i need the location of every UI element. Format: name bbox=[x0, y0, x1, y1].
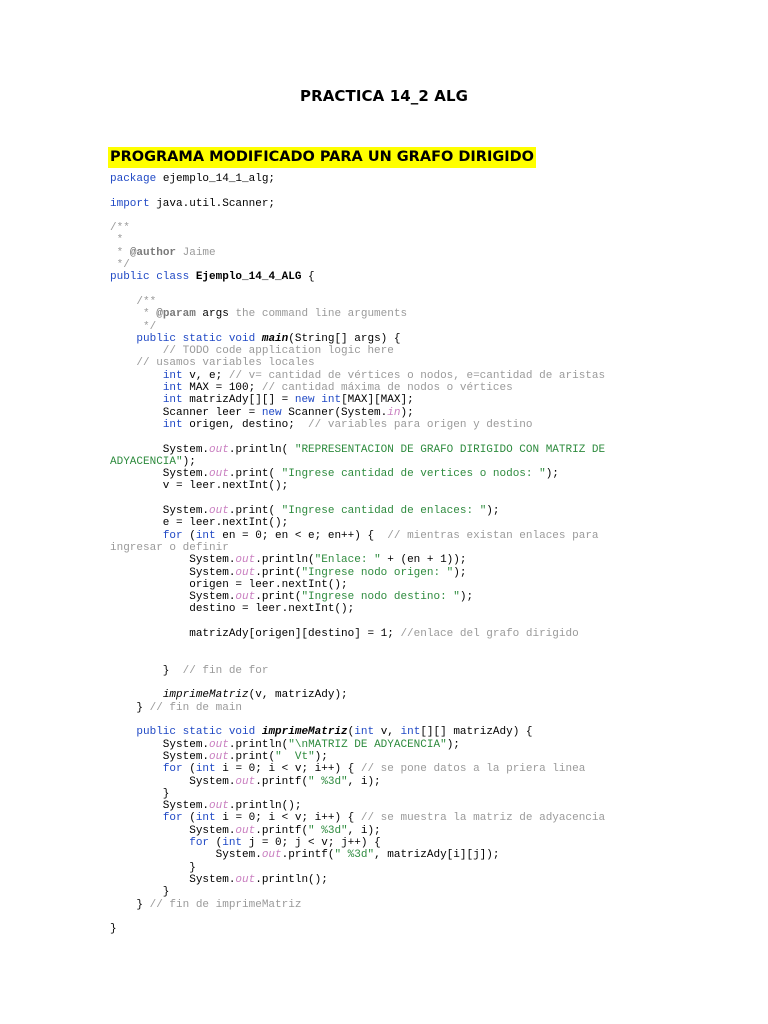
code-token: " Vt" bbox=[275, 750, 315, 763]
code-line bbox=[110, 247, 750, 259]
code-line bbox=[110, 763, 750, 775]
code-token: origen = leer.nextInt(); bbox=[110, 578, 348, 591]
code-token: * bbox=[110, 234, 124, 247]
code-line bbox=[110, 185, 750, 197]
code-line bbox=[110, 357, 750, 369]
code-line bbox=[110, 222, 750, 234]
code-token: int bbox=[162, 394, 183, 407]
code-line bbox=[110, 886, 750, 898]
code-token: .println(); bbox=[255, 873, 328, 886]
code-token: .println( bbox=[255, 554, 315, 567]
code-token: .print( bbox=[255, 566, 302, 579]
code-line bbox=[110, 370, 750, 382]
code-token: int bbox=[162, 418, 183, 431]
code-token: int bbox=[400, 726, 421, 739]
code-token: } bbox=[110, 923, 117, 936]
code-token: .print( bbox=[228, 750, 276, 763]
code-line bbox=[110, 480, 750, 492]
code-token: v = leer.nextInt(); bbox=[110, 480, 289, 493]
code-token: MAX = 100; bbox=[182, 382, 262, 395]
code-line bbox=[110, 825, 750, 837]
code-token: Scanner leer = bbox=[110, 406, 262, 419]
code-line bbox=[110, 394, 750, 406]
code-token: ); bbox=[182, 455, 196, 468]
code-token: } bbox=[110, 787, 170, 800]
code-token: Scanner(System. bbox=[281, 406, 388, 419]
code-token: System. bbox=[110, 443, 210, 456]
code-token: ( bbox=[182, 529, 196, 542]
code-token: /** bbox=[110, 295, 157, 308]
code-token: "Ingrese cantidad de enlaces: " bbox=[281, 505, 487, 518]
code-token bbox=[110, 394, 163, 406]
code-token: // mientras existan enlaces para bbox=[387, 529, 599, 542]
code-token bbox=[189, 271, 196, 283]
code-token: out bbox=[235, 591, 256, 604]
code-line bbox=[110, 173, 750, 185]
code-line bbox=[110, 591, 750, 603]
code-token: System. bbox=[110, 738, 210, 751]
code-token: , i); bbox=[347, 824, 381, 837]
code-token bbox=[110, 370, 163, 382]
code-line bbox=[110, 640, 750, 652]
code-line bbox=[110, 800, 750, 812]
code-token: for bbox=[162, 763, 183, 776]
code-token: ); bbox=[446, 738, 460, 751]
code-token: ( bbox=[347, 726, 355, 739]
code-token: " %3d" bbox=[308, 824, 348, 837]
code-line bbox=[110, 911, 750, 923]
code-token: public class bbox=[110, 271, 190, 284]
code-token: } bbox=[110, 664, 183, 677]
code-line bbox=[110, 628, 750, 640]
code-token: ingresar o definir bbox=[110, 541, 229, 554]
code-token bbox=[110, 333, 136, 345]
code-token: out bbox=[235, 873, 256, 886]
code-token: System. bbox=[110, 873, 236, 886]
code-token: , matrizAdy[i][j]); bbox=[374, 849, 500, 862]
code-token: .print( bbox=[228, 468, 282, 481]
code-token: " %3d" bbox=[334, 849, 375, 862]
code-token: ); bbox=[314, 750, 328, 763]
code-token: + (en + 1)); bbox=[380, 554, 467, 567]
section-heading: PROGRAMA MODIFICADO PARA UN GRAFO DIRIGIDO bbox=[108, 147, 536, 168]
code-token: ); bbox=[459, 591, 474, 604]
code-line bbox=[110, 505, 750, 517]
code-token: "Enlace: " bbox=[314, 554, 381, 567]
code-token: "Ingrese nodo origen: " bbox=[301, 566, 454, 579]
code-token: package bbox=[110, 173, 157, 185]
code-token: */ bbox=[110, 320, 157, 333]
code-line bbox=[110, 259, 750, 271]
code-token: for bbox=[162, 812, 183, 825]
code-token: System. bbox=[110, 505, 210, 518]
code-token: .println( bbox=[228, 443, 295, 456]
code-token: j = 0; j < v; j++) { bbox=[242, 837, 381, 850]
code-line bbox=[110, 726, 750, 738]
code-token: */ bbox=[110, 259, 130, 272]
code-token: // fin de main bbox=[149, 701, 243, 714]
code-line bbox=[110, 689, 750, 701]
code-token: " %3d" bbox=[308, 775, 348, 788]
code-line bbox=[110, 493, 750, 505]
code-line bbox=[110, 530, 750, 542]
code-line bbox=[110, 714, 750, 726]
code-token: int bbox=[162, 369, 183, 382]
code-token bbox=[255, 726, 262, 738]
code-token: "REPRESENTACION DE GRAFO DIRIGIDO CON MATRIZ DE bbox=[294, 443, 606, 456]
code-token: // variables para origen y destino bbox=[308, 418, 533, 431]
code-line bbox=[110, 874, 750, 886]
code-token: i = 0; i < v; i++) { bbox=[215, 812, 361, 825]
code-line bbox=[110, 382, 750, 394]
code-token: System. bbox=[110, 468, 210, 481]
code-line bbox=[110, 751, 750, 763]
code-token: } bbox=[110, 861, 196, 874]
code-token: out bbox=[261, 849, 282, 862]
code-token: System. bbox=[110, 566, 236, 579]
code-token: origen, destino; bbox=[182, 418, 309, 431]
code-token bbox=[110, 812, 163, 824]
code-token: //enlace del grafo dirigido bbox=[400, 627, 579, 640]
code-token: // se pone datos a la priera linea bbox=[360, 763, 586, 776]
code-line bbox=[110, 517, 750, 529]
code-token: System. bbox=[110, 849, 262, 862]
code-token: * bbox=[110, 246, 130, 259]
code-token: imprimeMatriz bbox=[261, 726, 348, 739]
code-line bbox=[110, 579, 750, 591]
code-line bbox=[110, 567, 750, 579]
code-token: // TODO code application logic here bbox=[110, 345, 394, 358]
code-token: out bbox=[209, 800, 229, 813]
code-token: out bbox=[235, 566, 256, 579]
code-token: .print( bbox=[228, 505, 282, 518]
code-token: @param bbox=[156, 308, 196, 321]
code-token: ); bbox=[486, 505, 500, 518]
code-line bbox=[110, 616, 750, 628]
code-token: public static void bbox=[136, 332, 256, 345]
code-token: System. bbox=[110, 800, 210, 813]
code-line bbox=[110, 702, 750, 714]
code-token: .printf( bbox=[255, 775, 309, 788]
code-token: out bbox=[209, 468, 229, 481]
code-token: int bbox=[195, 529, 216, 542]
code-token: ); bbox=[453, 566, 467, 579]
code-line bbox=[110, 407, 750, 419]
code-token: // se muestra la matriz de adyacencia bbox=[360, 812, 606, 825]
code-token: "Ingrese cantidad de vertices o nodos: " bbox=[281, 468, 546, 481]
code-token: (v, matrizAdy); bbox=[248, 689, 348, 702]
code-token: "\nMATRIZ DE ADYACENCIA" bbox=[288, 738, 447, 751]
code-token: args bbox=[195, 308, 236, 321]
code-token: for bbox=[189, 837, 210, 850]
code-token: // usamos variables locales bbox=[110, 357, 315, 370]
code-token: "Ingrese nodo destino: " bbox=[301, 591, 460, 604]
code-line bbox=[110, 899, 750, 911]
code-token: int bbox=[222, 837, 243, 850]
code-line bbox=[110, 776, 750, 788]
code-line bbox=[110, 677, 750, 689]
code-token: Jaime bbox=[176, 246, 216, 259]
code-line bbox=[110, 837, 750, 849]
code-line bbox=[110, 862, 750, 874]
code-token: } bbox=[110, 886, 170, 899]
code-line bbox=[110, 419, 750, 431]
code-token: .println( bbox=[228, 738, 289, 751]
code-token: out bbox=[235, 775, 256, 788]
code-token: (String[] args) { bbox=[288, 332, 401, 345]
code-line bbox=[110, 210, 750, 222]
code-token: Ejemplo_14_4_ALG bbox=[195, 271, 302, 284]
code-token: ( bbox=[182, 763, 196, 776]
code-token: import bbox=[110, 197, 150, 210]
code-token: , i); bbox=[347, 775, 381, 788]
code-line bbox=[110, 444, 750, 456]
code-line bbox=[110, 198, 750, 210]
code-block bbox=[110, 173, 750, 935]
code-token: out bbox=[235, 554, 256, 567]
code-token bbox=[255, 333, 262, 345]
code-line bbox=[110, 333, 750, 345]
code-token: // fin de for bbox=[182, 664, 269, 677]
code-line bbox=[110, 812, 750, 824]
code-line bbox=[110, 308, 750, 320]
code-token: .print( bbox=[255, 591, 302, 604]
code-token: int bbox=[354, 726, 375, 739]
code-token: [MAX][MAX]; bbox=[341, 394, 414, 407]
code-token: e = leer.nextInt(); bbox=[110, 517, 289, 530]
code-token bbox=[110, 382, 163, 394]
code-token: out bbox=[209, 505, 229, 518]
code-token: * bbox=[110, 308, 157, 321]
code-token bbox=[110, 419, 163, 431]
code-line bbox=[110, 665, 750, 677]
code-token: destino = leer.nextInt(); bbox=[110, 603, 355, 616]
code-line bbox=[110, 234, 750, 246]
code-token: ejemplo_14_1_alg; bbox=[156, 173, 276, 185]
code-token bbox=[110, 837, 189, 849]
code-token: v, bbox=[374, 726, 401, 739]
code-line bbox=[110, 431, 750, 443]
code-token: ( bbox=[182, 812, 196, 825]
code-token: .printf( bbox=[255, 824, 309, 837]
code-token bbox=[110, 726, 136, 738]
code-token: int bbox=[195, 812, 216, 825]
code-line bbox=[110, 284, 750, 296]
code-token: imprimeMatriz bbox=[162, 689, 249, 702]
code-line bbox=[110, 542, 750, 554]
code-token: en = 0; en < e; en++) { bbox=[215, 529, 388, 542]
code-token: // cantidad máxima de nodos o vértices bbox=[261, 382, 513, 395]
code-line bbox=[110, 739, 750, 751]
code-token bbox=[110, 763, 163, 775]
code-token: out bbox=[209, 750, 229, 763]
code-token: System. bbox=[110, 554, 236, 567]
code-line bbox=[110, 456, 750, 468]
code-token: new int bbox=[294, 394, 342, 407]
code-token: // v= cantidad de vértices o nodos, e=cantidad de aristas bbox=[228, 369, 606, 382]
code-line bbox=[110, 788, 750, 800]
code-token: @author bbox=[129, 246, 177, 259]
code-token: .printf( bbox=[281, 849, 335, 862]
code-token: int bbox=[162, 382, 183, 395]
code-line bbox=[110, 468, 750, 480]
code-token: [][] matrizAdy) { bbox=[420, 726, 533, 739]
code-line bbox=[110, 345, 750, 357]
code-token: matrizAdy[][] = bbox=[182, 394, 295, 407]
code-token: ); bbox=[400, 406, 414, 419]
code-token: ( bbox=[209, 837, 223, 850]
code-token bbox=[110, 689, 163, 701]
code-token: ADYACENCIA" bbox=[110, 455, 183, 468]
code-token: .println(); bbox=[228, 800, 302, 813]
code-line bbox=[110, 849, 750, 861]
code-token: in bbox=[387, 406, 401, 419]
code-token: System. bbox=[110, 824, 236, 837]
code-token: } bbox=[110, 701, 150, 714]
code-token: System. bbox=[110, 750, 210, 763]
code-token: out bbox=[235, 824, 256, 837]
code-line bbox=[110, 271, 750, 283]
code-token: for bbox=[162, 529, 183, 542]
code-line bbox=[110, 923, 750, 935]
code-token: v, e; bbox=[182, 369, 229, 382]
code-line bbox=[110, 653, 750, 665]
code-token: System. bbox=[110, 591, 236, 604]
code-token: java.util.Scanner; bbox=[149, 197, 276, 210]
code-token: the command line arguments bbox=[235, 308, 408, 321]
code-token: int bbox=[195, 763, 216, 776]
code-token: // fin de imprimeMatriz bbox=[149, 898, 302, 911]
code-token: out bbox=[209, 443, 229, 456]
code-token: ); bbox=[545, 468, 559, 481]
code-token: out bbox=[209, 738, 229, 751]
code-token: /** bbox=[110, 222, 130, 235]
code-line bbox=[110, 321, 750, 333]
document-title: PRACTICA 14_2 ALG bbox=[299, 87, 469, 105]
code-token: System. bbox=[110, 775, 236, 788]
code-token: i = 0; i < v; i++) { bbox=[215, 763, 361, 776]
code-token: { bbox=[301, 271, 315, 284]
code-token: matrizAdy[origen][destino] = 1; bbox=[110, 627, 401, 640]
code-token: } bbox=[110, 898, 150, 911]
code-token: main bbox=[261, 332, 289, 345]
code-line bbox=[110, 296, 750, 308]
code-line bbox=[110, 554, 750, 566]
code-token: public static void bbox=[136, 726, 256, 739]
code-line bbox=[110, 603, 750, 615]
code-token bbox=[110, 530, 163, 542]
code-token: new bbox=[261, 406, 282, 419]
